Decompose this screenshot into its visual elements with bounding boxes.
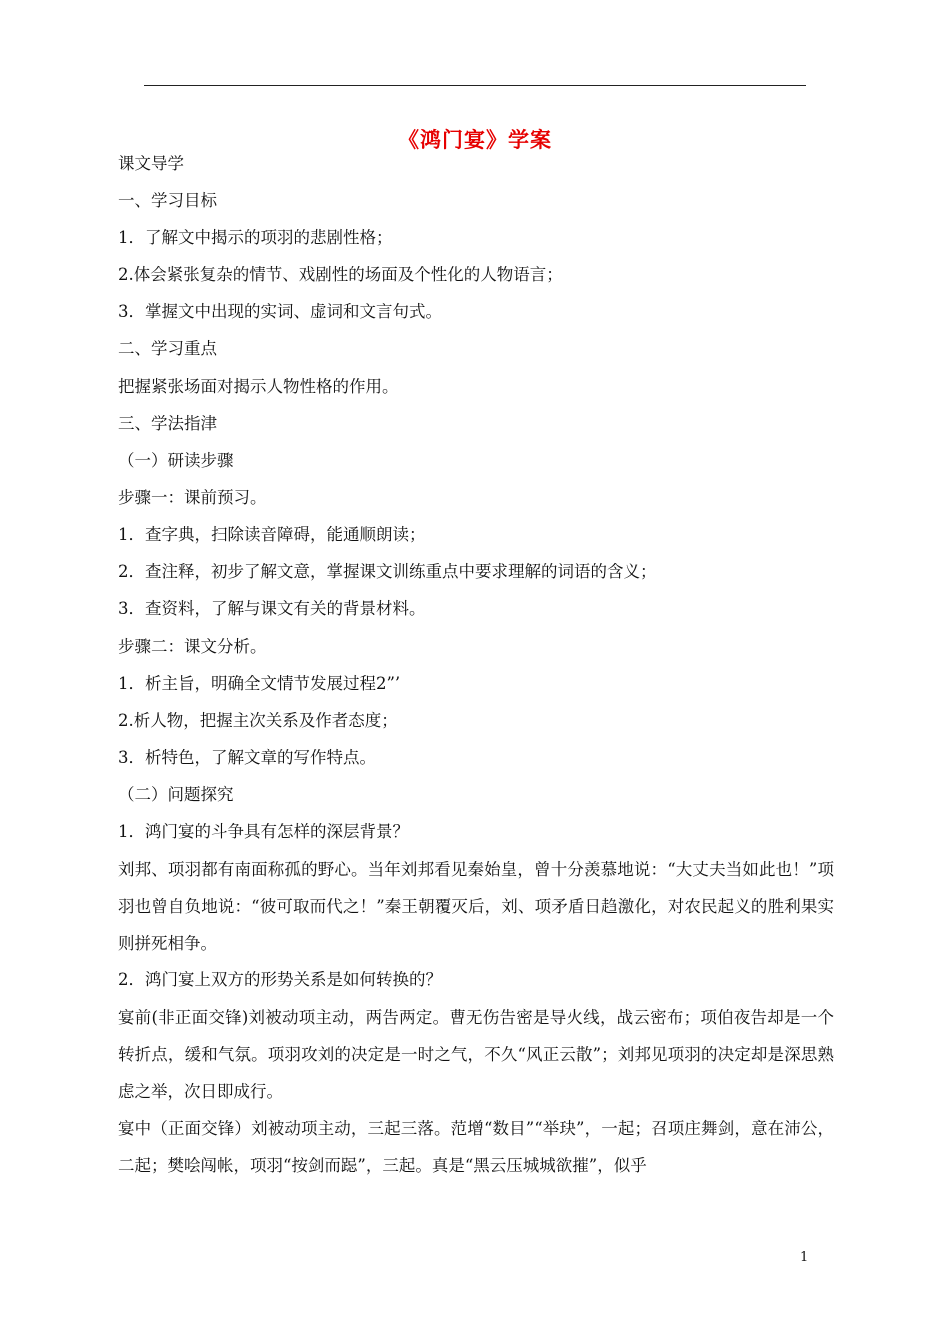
heading-key-points: 二、学习重点 <box>118 339 217 358</box>
key-point-text: 把握紧张场面对揭示人物性格的作用。 <box>118 377 399 396</box>
step-1-item-1: 1．查字典，扫除读音障碍，能通顺朗读； <box>118 525 426 544</box>
page-number: 1 <box>800 1250 809 1265</box>
heading-method: 三、学法指津 <box>118 414 217 433</box>
step-1-item-3: 3．查资料，了解与课文有关的背景材料。 <box>118 599 426 618</box>
step-2-item-1: 1．析主旨，明确全文情节发展过程2”’ <box>118 674 401 693</box>
step-2-item-3: 3．析特色，了解文章的写作特点。 <box>118 748 376 767</box>
answer-2-paragraph-pre-banquet: 宴前(非正面交锋)刘被动项主动，两告两定。曹无伤告密是导火线，战云密布；项伯夜告却是一个转折点，缓和气氛。项羽攻刘的决定是一时之气，不久“风正云散”；刘邦见项羽的决定却是深思熟虑之举，次日即成行。 <box>118 1008 834 1101</box>
subheading-steps: （一）研读步骤 <box>118 451 234 470</box>
step-1-heading: 步骤一：课前预习。 <box>118 488 267 507</box>
section-heading-guide: 课文导学 <box>118 154 184 173</box>
step-2-heading: 步骤二：课文分析。 <box>118 637 267 656</box>
subheading-questions: （二）问题探究 <box>118 785 234 804</box>
question-2: 2．鸿门宴上双方的形势关系是如何转换的？ <box>118 970 442 989</box>
objective-3: 3．掌握文中出现的实词、虚词和文言句式。 <box>118 302 442 321</box>
step-2-item-2: 2.析人物，把握主次关系及作者态度； <box>118 711 398 730</box>
question-1: 1．鸿门宴的斗争具有怎样的深层背景？ <box>118 822 409 841</box>
heading-objectives: 一、学习目标 <box>118 191 217 210</box>
answer-2-paragraph-banquet: 宴中（正面交锋）刘被动项主动，三起三落。范增“数目”“举玦”，一起；召项庄舞剑，意在沛公，二起；樊哙闯帐，项羽“按剑而跽”，三起。真是“黑云压城城欲摧”，似乎 <box>118 1119 834 1175</box>
answer-1-paragraph: 刘邦、项羽都有南面称孤的野心。当年刘邦看见秦始皇，曾十分羡慕地说：“大丈夫当如此也！”项羽也曾自负地说：“彼可取而代之！”秦王朝覆灭后，刘、项矛盾日趋激化，对农民起义的胜利果实则拼死相争。 <box>118 860 834 953</box>
header-rule <box>144 85 806 86</box>
objective-1: 1．了解文中揭示的项羽的悲剧性格； <box>118 228 393 247</box>
document-title: 《鸿门宴》学案 <box>398 128 552 152</box>
objective-2: 2.体会紧张复杂的情节、戏剧性的场面及个性化的人物语言； <box>118 265 563 284</box>
step-1-item-2: 2．查注释，初步了解文意，掌握课文训练重点中要求理解的词语的含义； <box>118 562 657 581</box>
